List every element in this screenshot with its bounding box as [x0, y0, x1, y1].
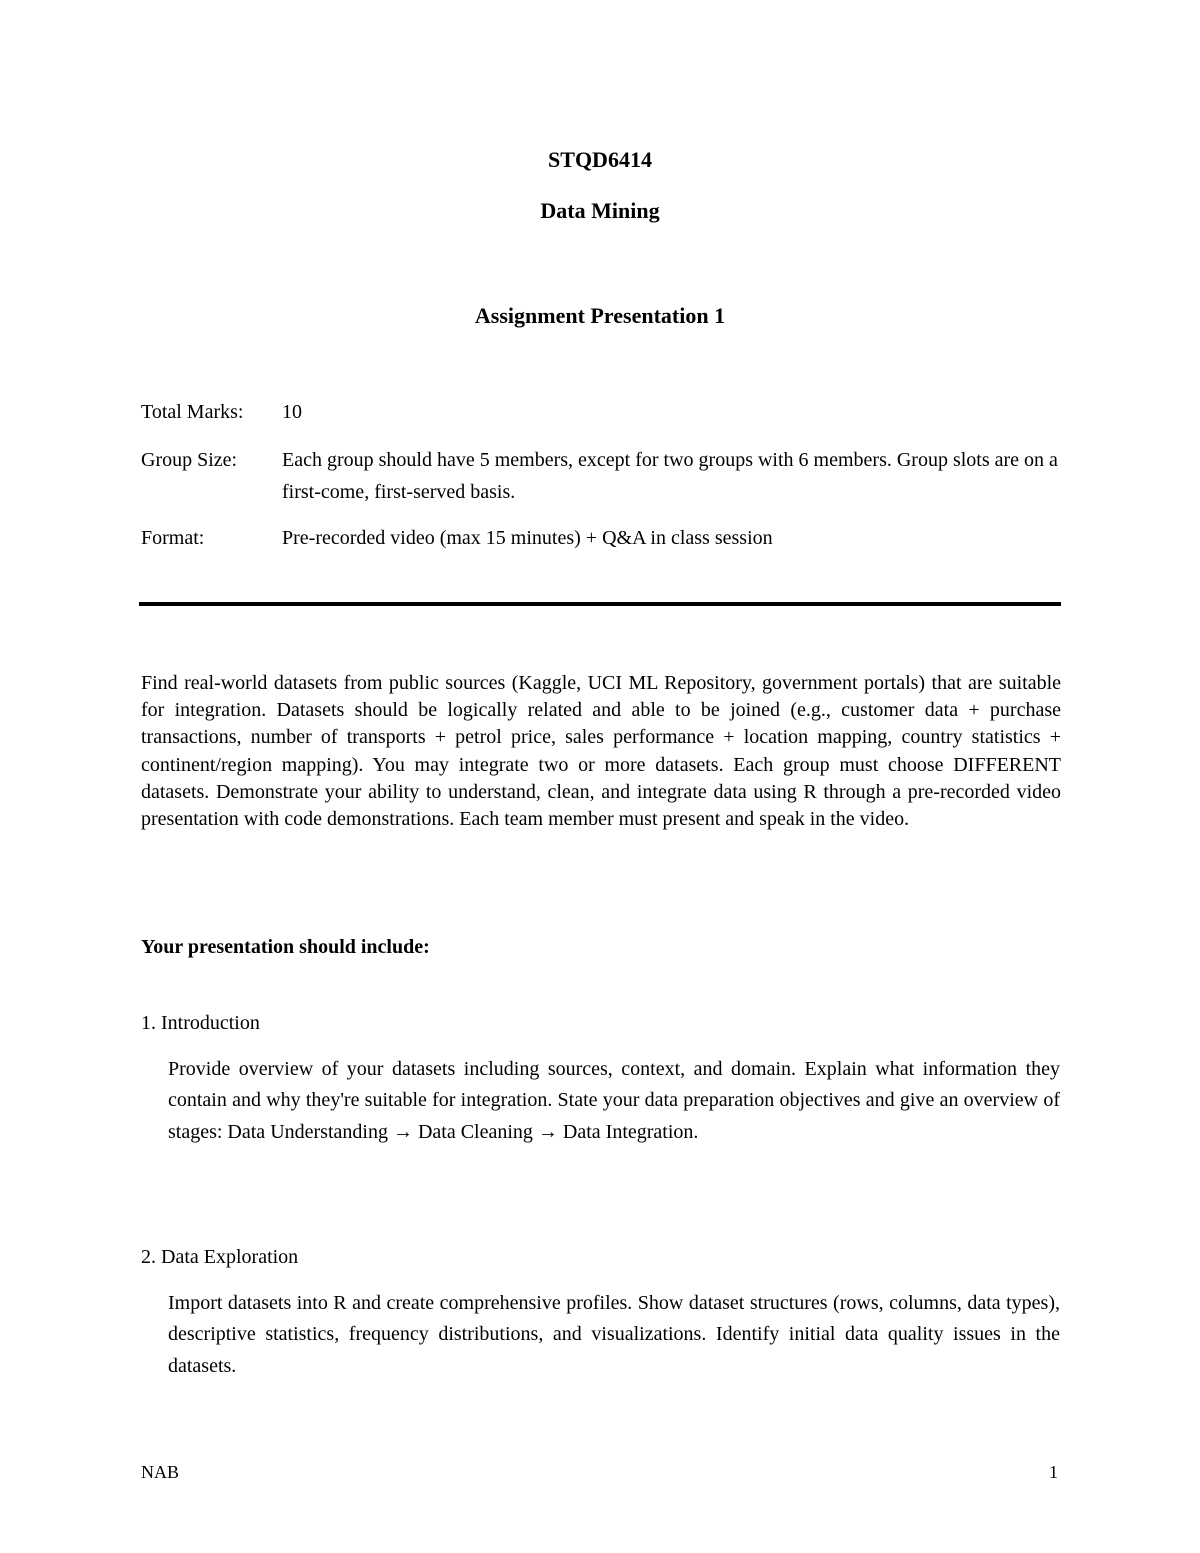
assignment-title: Assignment Presentation 1 [474, 303, 726, 328]
intro-paragraph: Find real-world datasets from public sources (Kaggle, UCI ML Repository, government portals) that are suitable for integration. Datasets should be logically related and able to be joined (e.g., customer data + purchase transactions, number of transports + petrol price, sales performance + location mapping, country statistics + continent/region mapping). You may integrate two or more datasets. Each group must choose DIFFERENT datasets. Demonstrate your ability to understand, clean, and integrate data using R through a pre-recorded video presentation with code demonstrations. Each team member must present and speak in the video. [141, 672, 1061, 831]
section-title-introduction: 1. Introduction [141, 1012, 260, 1034]
total-marks-label: Total Marks: [141, 401, 244, 423]
horizontal-divider [139, 602, 1061, 606]
section-body-data-exploration: Import datasets into R and create comprehensive profiles. Show dataset structures (rows, columns, data types), descriptive statistics, frequency distributions, and visualizations. Identify initial data quality issues in the datasets. [168, 1292, 1060, 1377]
include-heading: Your presentation should include: [141, 936, 430, 958]
total-marks-value: 10 [282, 401, 302, 423]
footer-author: NAB [141, 1462, 180, 1482]
group-size-value: Each group should have 5 members, except for two groups with 6 members. Group slots are on a first-come, first-served basis. [282, 449, 1058, 503]
course-code: STQD6414 [548, 147, 652, 172]
section-title-data-exploration: 2. Data Exploration [141, 1246, 299, 1268]
section-body-introduction: Provide overview of your datasets including sources, context, and domain. Explain what information they contain and why they're suitable for integration. State your data preparation objectives and give an overview of stages: Data Understanding → Data Cleaning → Data Integration. [168, 1058, 1060, 1143]
format-value: Pre-recorded video (max 15 minutes) + Q&A in class session [282, 527, 773, 549]
format-label: Format: [141, 527, 205, 549]
footer-page-number: 1 [1049, 1462, 1058, 1482]
course-name: Data Mining [540, 198, 660, 223]
group-size-label: Group Size: [141, 449, 238, 471]
